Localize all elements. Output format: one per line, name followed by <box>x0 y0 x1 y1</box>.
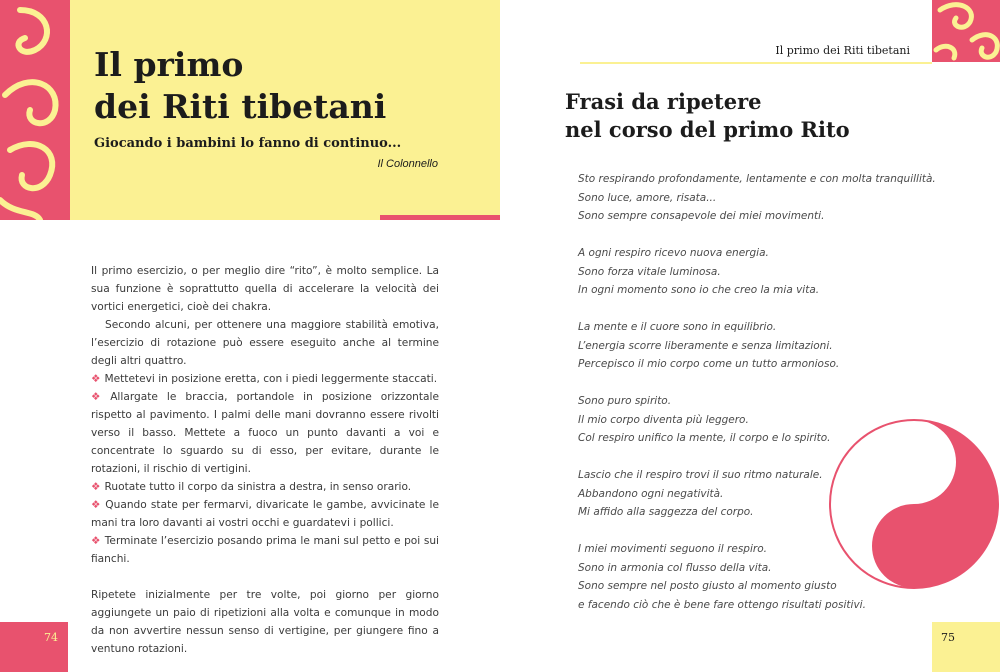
list-item: ❖ Quando state per fermarvi, divaricate le gambe, avvicinate le mani tra loro davanti ai vostri occhi e guardatevi i pollici. <box>91 499 440 529</box>
verse-line: Lascio che il respiro trovi il suo ritmo naturale. <box>578 469 823 481</box>
attribution: Il Colonnello <box>377 158 438 170</box>
verse-line: La mente e il cuore sono in equilibrio. <box>578 321 777 333</box>
title-line-2: dei Riti tibetani <box>94 87 387 126</box>
title-line-1: Il primo <box>94 45 244 84</box>
verse-line: L’energia scorre liberamente e senza limitazioni. <box>578 339 833 352</box>
verse-line: Sto respirando profondamente, lentamente e con molta tranquillità. <box>578 173 936 185</box>
instructions-list <box>91 370 439 568</box>
section-title-line-1: Frasi da ripetere <box>565 89 762 114</box>
subtitle: Giocando i bambini lo fanno di continuo... <box>94 136 402 151</box>
accent-bar <box>380 215 500 220</box>
verse-line: Sono forza vitale luminosa. <box>578 265 721 278</box>
diamond-bullet-icon: ❖ <box>91 499 102 511</box>
verse-line: Sono sempre nel posto giusto al momento giusto <box>578 580 837 592</box>
title-panel <box>70 0 500 220</box>
list-item: ❖ Allargate le braccia, portandole in posizione orizzontale rispetto al pavimento. I palmi delle mani dovranno essere rivolti verso il basso. Mettete a fuoco un punto davanti a voi e concentrate lo sguardo su di esso, per evitare, durante le rotazioni, il rischio di vertigini. <box>91 391 439 475</box>
page-number: 75 <box>941 631 955 644</box>
verse-line: I miei movimenti seguono il respiro. <box>578 543 767 555</box>
verse-line: Sono puro spirito. <box>578 395 672 407</box>
section-title-line-2: nel corso del primo Rito <box>565 117 850 142</box>
verse-line: Percepisco il mio corpo come un tutto armonioso. <box>578 358 840 370</box>
verse-line: Mi affido alla saggezza del corpo. <box>578 506 754 518</box>
paragraph: Il primo esercizio, o per meglio dire “rito”, è molto semplice. La sua funzione è soprattutto quella di accelerare la velocità dei vortici energetici, cioè dei chakra. <box>91 265 439 313</box>
verse-line: Il mio corpo diventa più leggero. <box>578 413 749 426</box>
verse-line: Col respiro unifico la mente, il corpo e lo spirito. <box>578 432 831 444</box>
diamond-bullet-icon: ❖ <box>91 373 101 385</box>
page-number-tab <box>932 622 1000 672</box>
page-number: 74 <box>44 631 58 644</box>
swirl-ornament-icon <box>0 0 70 220</box>
verse-line: Sono in armonia col flusso della vita. <box>578 561 772 574</box>
yin-yang-icon <box>826 418 1000 590</box>
header-rule <box>580 62 932 64</box>
body-text <box>91 262 439 658</box>
closing-paragraph: Ripetete inizialmente per tre volte, poi giorno per giorno aggiungete un paio di ripetizioni alla volta e comunque in modo da non avvertire nessun senso di vertigine, per giungere fino a ventuno rotazioni. <box>91 589 439 655</box>
swirl-ornament-icon <box>932 0 1000 62</box>
verse-line: Sono sempre consapevole dei miei movimenti. <box>578 210 825 222</box>
stanza <box>578 318 908 374</box>
verse-line: e facendo ciò che è bene fare ottengo risultati positivi. <box>578 598 866 611</box>
page-title <box>94 44 386 128</box>
verse-line: In ogni momento sono io che creo la mia vita. <box>578 284 820 296</box>
paragraph: Secondo alcuni, per ottenere una maggiore stabilità emotiva, l’esercizio di rotazione può essere eseguito anche al termine degli altri quattro. <box>91 319 439 367</box>
list-item: ❖ Terminate l’esercizio posando prima le mani sul petto e poi sui fianchi. <box>91 535 440 565</box>
verse-line: Abbandono ogni negatività. <box>578 487 724 500</box>
diamond-bullet-icon: ❖ <box>91 535 101 547</box>
section-title <box>565 88 850 144</box>
page-number-tab <box>0 622 68 672</box>
running-head: Il primo dei Riti tibetani <box>775 44 910 57</box>
verse-line: A ogni respiro ricevo nuova energia. <box>578 247 769 259</box>
verse-line: Sono luce, amore, risata... <box>578 191 717 204</box>
diamond-bullet-icon: ❖ <box>91 391 107 403</box>
stanza <box>578 244 908 300</box>
diamond-bullet-icon: ❖ <box>91 481 101 493</box>
stanza <box>578 170 936 226</box>
list-item: ❖ Ruotate tutto il corpo da sinistra a destra, in senso orario. <box>91 481 412 493</box>
list-item: ❖ Mettetevi in posizione eretta, con i piedi leggermente staccati. <box>91 373 438 385</box>
